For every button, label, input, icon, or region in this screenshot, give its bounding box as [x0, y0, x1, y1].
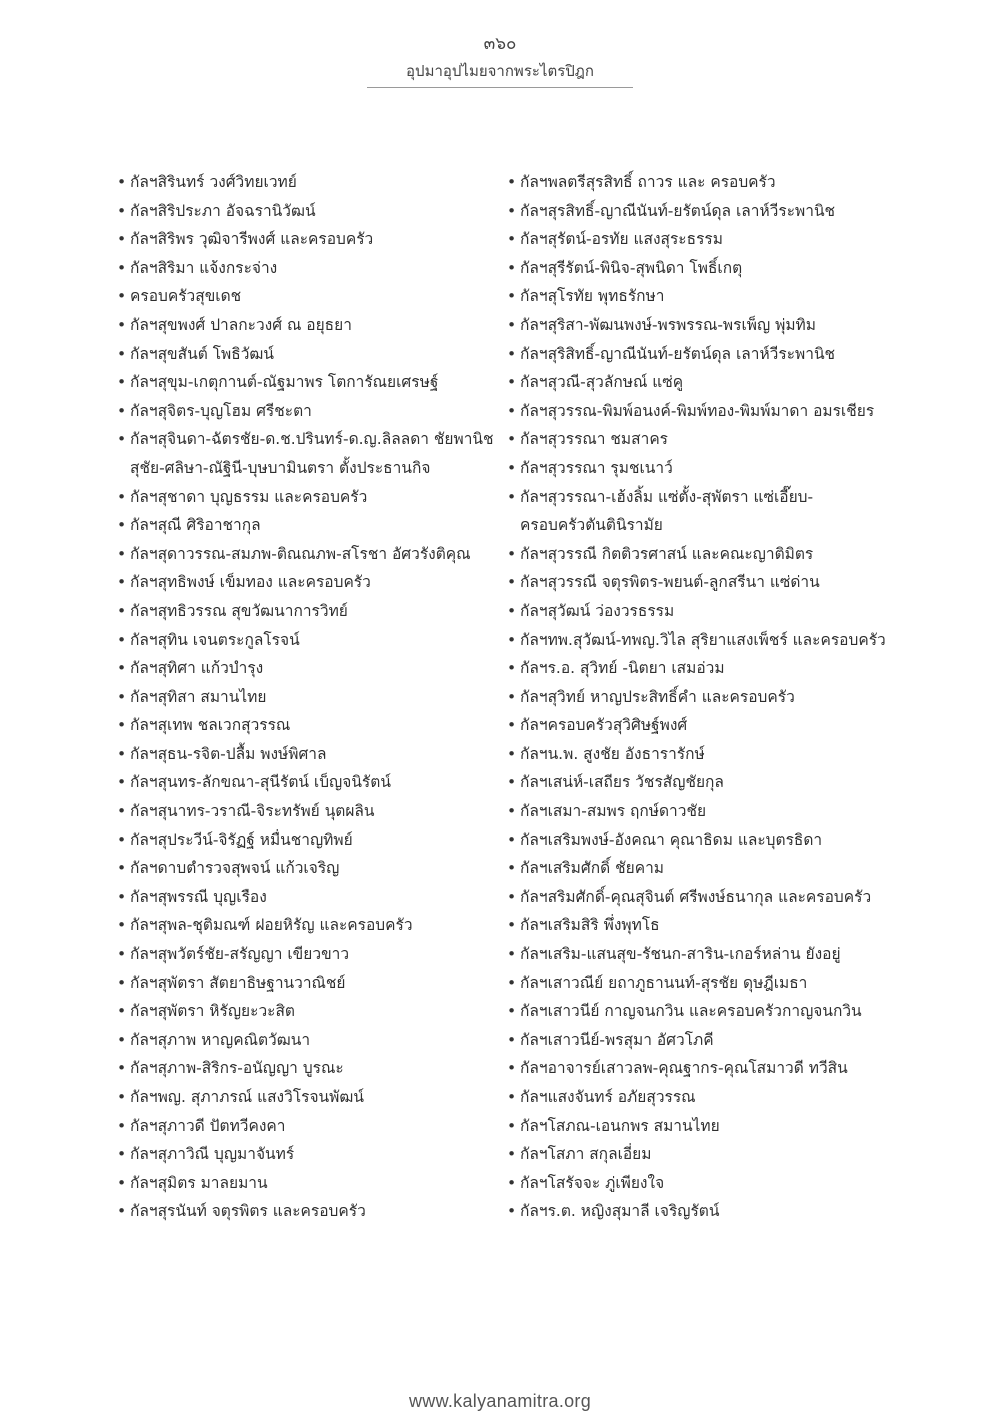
- list-item: [507, 597, 887, 626]
- list-item-text: กัลฯสุวณี-สุวลักษณ์ แซ่คู: [520, 373, 684, 392]
- list-item-text: กัลฯสุภาวิณี บุญมาจันทร์: [130, 1145, 295, 1164]
- list-item-text: กัลฯสุประวีน์-จิรัฏฐ์ หมื่นชาญทิพย์: [130, 830, 353, 849]
- list-item: [117, 1169, 492, 1198]
- list-item-text: กัลฯดาบตำรวจสุพจน์ แก้วเจริญ: [130, 859, 340, 878]
- list-item: [507, 368, 887, 397]
- list-item-text: กัลฯสุนทร-ลักขณา-สุนีรัตน์ เบ็ญจนิรัตน์: [130, 773, 391, 792]
- list-item: [117, 540, 492, 569]
- list-item: [507, 940, 887, 969]
- list-item-text: กัลฯสุณี ศิริอาชากุล: [130, 516, 261, 535]
- list-item-text: กัลฯสุพวัตร์ชัย-สรัญญา เขียวขาว: [130, 945, 350, 964]
- donor-list-left: [117, 168, 492, 1226]
- list-item: [507, 168, 887, 197]
- list-item-text: กัลฯโสภา สกุลเอี่ยม: [520, 1145, 652, 1164]
- list-item: [117, 711, 492, 740]
- list-item: [117, 311, 492, 340]
- list-item-text: กัลฯสุพัตรา หิรัญยะวะสิต: [130, 1002, 295, 1021]
- list-item: [117, 340, 492, 369]
- list-item: [507, 340, 887, 369]
- list-item: [507, 397, 887, 426]
- list-item: [117, 1112, 492, 1141]
- list-item-text: กัลฯพญ. สุภาภรณ์ แสงวิโรจนพัฒน์: [130, 1088, 364, 1106]
- list-item: [507, 225, 887, 254]
- list-item: [507, 311, 887, 340]
- list-item-text: กัลฯสุจิตร-บุญโฮม ศรีชะตา: [130, 401, 312, 420]
- list-item: [507, 797, 887, 826]
- list-item-text: กัลฯครอบครัวสุวิศิษฐ์พงศ์: [520, 716, 688, 735]
- list-item-text: กัลฯสุวรรณา รุมชเนาว์: [520, 458, 673, 477]
- list-item-text: กัลฯสุพรรณี บุญเรือง: [130, 887, 267, 906]
- list-item-text: กัลฯเสริมสิริ พึ่งพุทโธ: [520, 916, 660, 935]
- list-item-text: กัลฯสุจินดา-ฉัตรชัย-ด.ช.ปรินทร์-ด.ญ.ลิลลดา ชัยพานิช: [130, 430, 494, 449]
- list-item-text: กัลฯสุวัฒน์ ว่องวรธรรม: [520, 601, 675, 620]
- list-item-text: กัลฯแสงจันทร์ อภัยสุวรรณ: [520, 1088, 696, 1106]
- list-item: [507, 969, 887, 998]
- list-item: [117, 483, 492, 512]
- page-number: ๓๖๐: [483, 34, 517, 54]
- list-item: [117, 1083, 492, 1112]
- list-item-text: กัลฯสิริประภา อัจฉรานิวัฒน์: [130, 201, 316, 220]
- list-item-text: กัลฯสุทธิวรรณ สุขวัฒนาการวิทย์: [130, 601, 348, 620]
- book-title: อุปมาอุปไมยจากพระไตรปิฎก: [406, 62, 594, 80]
- list-item-text: กัลฯสุรัตน์-อรทัย แสงสุระธรรม: [520, 230, 723, 249]
- list-item-text: กัลฯสุนาทร-วราณี-จิระทรัพย์ นุตผลิน: [130, 802, 375, 821]
- list-item: [507, 454, 887, 483]
- list-item: [507, 1083, 887, 1112]
- list-item: [117, 883, 492, 912]
- list-item-text: กัลฯสุโรทัย พุทธรักษา: [520, 287, 665, 306]
- list-item-text: กัลฯเสน่ห์-เสถียร วัชรสัญชัยกุล: [520, 773, 724, 792]
- list-item: [117, 397, 492, 426]
- list-item: [117, 654, 492, 683]
- list-item-text: กัลฯสุวรรณ-พิมพ์อนงค์-พิมพ์ทอง-พิมพ์มาดา อมรเชียร: [520, 401, 875, 420]
- list-item: [117, 1140, 492, 1169]
- list-item: [507, 711, 887, 740]
- list-item-text: กัลฯสุวรรณี จตุรพิตร-พยนต์-ลูกสรีนา แซ่ด่าน: [520, 573, 820, 592]
- list-item-text: กัลฯสุภาพ หาญคณิตวัฒนา: [130, 1030, 311, 1049]
- list-item-text: กัลฯสุทิน เจนตระกูลโรจน์: [130, 630, 300, 649]
- list-item: [507, 197, 887, 226]
- list-item: [117, 282, 492, 311]
- list-item: [117, 1054, 492, 1083]
- list-item-text: กัลฯสุมิตร มาลยมาน: [130, 1173, 268, 1192]
- list-item: [507, 540, 887, 569]
- list-item: [507, 911, 887, 940]
- list-item-text: กัลฯสุทิศา แก้วบำรุง: [130, 659, 264, 678]
- list-item: [507, 483, 887, 540]
- list-item-text: กัลฯสุเทพ ชลเวกสุวรรณ: [130, 716, 291, 735]
- list-item: [117, 826, 492, 855]
- list-item-text: กัลฯเสาวนีย์-พรสุมา อัศวโภคี: [520, 1030, 714, 1049]
- list-item: [117, 940, 492, 969]
- list-item-text: กัลฯเสริมศักดิ์ ชัยคาม: [520, 859, 664, 878]
- list-item: [117, 568, 492, 597]
- list-item-text: กัลฯสุพัตรา สัตยาธิษฐานวาณิชย์: [130, 973, 346, 992]
- list-item-text: กัลฯสุชาดา บุญธรรม และครอบครัว: [130, 487, 368, 506]
- list-item-text: กัลฯสุขพงศ์ ปาลกะวงศ์ ณ อยุธยา: [130, 315, 352, 334]
- list-item: [507, 425, 887, 454]
- list-item: [117, 254, 492, 283]
- footer-url: www.kalyanamitra.org: [408, 1391, 592, 1411]
- list-item-text: กัลฯสุดาวรรณ-สมภพ-ติณณภพ-สโรชา อัศวรังติคุณ: [130, 544, 471, 563]
- list-item: [507, 768, 887, 797]
- list-item: [117, 1197, 492, 1226]
- list-item-text: กัลฯโสรัจจะ ภู่เพียงใจ: [520, 1173, 665, 1192]
- list-item-text: กัลฯร.ต. หญิงสุมาลี เจริญรัตน์: [520, 1202, 720, 1221]
- list-item: [507, 1112, 887, 1141]
- list-item-text-continuation: สุชัย-ศลิษา-ณัฐินี-บุษบามินตรา ตั้งประธานกิจ: [130, 458, 431, 477]
- list-item-text: กัลฯสุวรรณา ชมสาคร: [520, 430, 669, 449]
- list-item-text: กัลฯสิริพร วุฒิจารีพงศ์ และครอบครัว: [130, 230, 374, 249]
- list-item-text-continuation: ครอบครัวตันตินิรามัย: [520, 516, 663, 535]
- list-item-text: กัลฯเสมา-สมพร ฤกษ์ดาวชัย: [520, 802, 707, 821]
- list-item: [117, 911, 492, 940]
- list-item-text: กัลฯสุทธิพงษ์ เข็มทอง และครอบครัว: [130, 573, 371, 592]
- list-item: [507, 568, 887, 597]
- list-item-text: กัลฯสุธน-รจิต-ปลื้ม พงษ์พิศาล: [130, 744, 327, 763]
- list-item: [507, 1140, 887, 1169]
- list-item: [507, 1026, 887, 1055]
- list-item: [117, 168, 492, 197]
- list-item-text: กัลฯเสริม-แสนสุข-รัชนก-สาริน-เกอร์หล่าน ยังอยู่: [520, 945, 841, 964]
- donor-list-right: [507, 168, 887, 1226]
- list-item-text: กัลฯพลตรีสุรสิทธิ์ ถาวร และ ครอบครัว: [520, 173, 776, 191]
- list-item-text: กัลฯสุรนันท์ จตุรพิตร และครอบครัว: [130, 1202, 366, 1221]
- list-item: [117, 768, 492, 797]
- list-item-text: ครอบครัวสุขเดช: [130, 287, 242, 306]
- list-item: [507, 282, 887, 311]
- list-item: [507, 1197, 887, 1226]
- list-item: [507, 826, 887, 855]
- list-item: [507, 654, 887, 683]
- list-item: [507, 1054, 887, 1083]
- list-item-text: กัลฯสุภาพ-สิริกร-อนัญญา บูรณะ: [130, 1059, 344, 1078]
- list-item-text: กัลฯสุริสา-พัฒนพงษ์-พรพรรณ-พรเพ็ญ พุ่มทิม: [520, 315, 816, 334]
- list-item: [507, 997, 887, 1026]
- list-item-text: กัลฯสุริสิทธิ์-ญาณีนันท์-ยรัตน์ดุล เลาห์วีระพานิช: [520, 344, 836, 363]
- list-item-text: กัลฯน.พ. สูงชัย อังธารารักษ์: [520, 744, 705, 763]
- list-item-text: กัลฯโสภณ-เอนกพร สมานไทย: [520, 1116, 720, 1135]
- list-item-text: กัลฯสุขสันต์ โพธิวัฒน์: [130, 344, 274, 363]
- list-item-text: กัลฯสุรสิทธิ์-ญาณีนันท์-ยรัตน์ดุล เลาห์วีระพานิช: [520, 201, 836, 220]
- list-item: [507, 740, 887, 769]
- list-item: [117, 1026, 492, 1055]
- list-item-text: กัลฯอาจารย์เสาวลพ-คุณฐากร-คุณโสมาวดี ทวีสิน: [520, 1059, 848, 1078]
- list-item-text: กัลฯเสาวนีย์ กาญจนกวิน และครอบครัวกาญจนกวิน: [520, 1002, 862, 1021]
- list-item-text: กัลฯสุวิทย์ หาญประสิทธิ์คำ และครอบครัว: [520, 687, 795, 706]
- list-item-text: กัลฯสิริมา แจ้งกระจ่าง: [130, 258, 278, 277]
- list-item: [117, 225, 492, 254]
- list-item: [507, 683, 887, 712]
- list-item: [507, 626, 887, 655]
- list-item: [117, 597, 492, 626]
- list-item-text: กัลฯสุพล-ชุติมณฑ์ ฝอยหิรัญ และครอบครัว: [130, 916, 413, 935]
- list-item: [117, 683, 492, 712]
- list-item-text: กัลฯสิรินทร์ วงศ์วิทยเวทย์: [130, 173, 297, 191]
- list-item-text: กัลฯทพ.สุวัฒน์-ทพญ.วิไล สุริยาแสงเพ็ชร์ และครอบครัว: [520, 630, 886, 649]
- list-item: [507, 883, 887, 912]
- list-item-text: กัลฯสุทิสา สมานไทย: [130, 687, 267, 706]
- list-item: [117, 197, 492, 226]
- list-item: [117, 368, 492, 397]
- list-item: [117, 425, 492, 482]
- list-item-text: กัลฯสริมศักดิ์-คุณสุจินต์ ศรีพงษ์ธนากุล และครอบครัว: [520, 887, 872, 906]
- list-item: [117, 854, 492, 883]
- list-item-text: กัลฯสุรีรัตน์-พินิจ-สุพนิดา โพธิ์เกตุ: [520, 258, 743, 277]
- list-item: [507, 854, 887, 883]
- list-item: [507, 254, 887, 283]
- list-item: [117, 626, 492, 655]
- list-item-text: กัลฯสุวรรณี กิตติวรศาสน์ และคณะญาติมิตร: [520, 544, 814, 563]
- list-item: [117, 969, 492, 998]
- list-item-text: กัลฯสุขุม-เกตุกานต์-ณัฐมาพร โตการัณยเศรษฐ์: [130, 373, 439, 392]
- header-divider: [367, 87, 633, 88]
- list-item-text: กัลฯเสริมพงษ์-อังคณา คุณาธิดม และบุตรธิดา: [520, 830, 823, 849]
- list-item: [117, 511, 492, 540]
- list-item-text: กัลฯร.อ. สุวิทย์ -นิตยา เสมอ่วม: [520, 659, 725, 678]
- list-item-text: กัลฯสุวรรณา-เฮ้งลิ้ม แซ่ตั้ง-สุพัตรา แซ่เอี๊ยบ-: [520, 487, 814, 506]
- list-item: [117, 740, 492, 769]
- list-item: [117, 997, 492, 1026]
- list-item-text: กัลฯเสาวณีย์ ยถาภูธานนท์-สุรชัย ดุษฎีเมธา: [520, 973, 808, 992]
- page-header: [0, 33, 1000, 88]
- list-item: [117, 797, 492, 826]
- list-item: [507, 1169, 887, 1198]
- list-item-text: กัลฯสุภาวดี ปัตทวีคงคา: [130, 1116, 286, 1135]
